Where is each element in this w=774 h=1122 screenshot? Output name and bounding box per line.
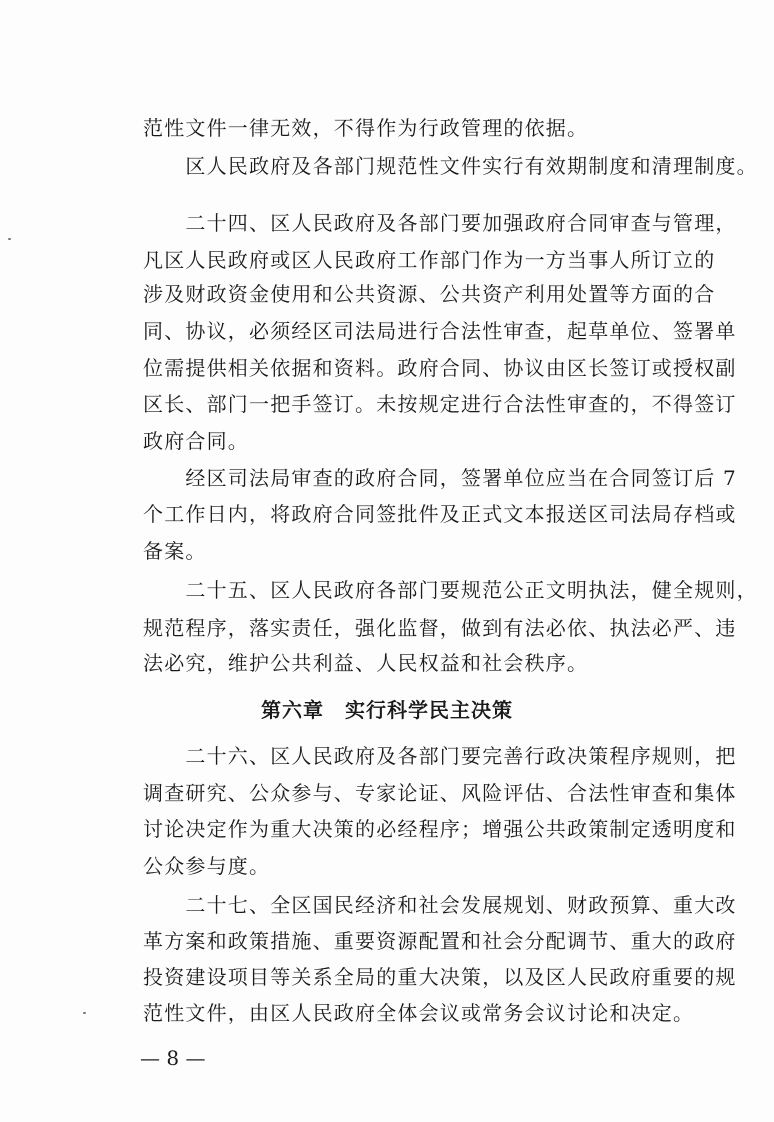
text-line: 二十五、区人民政府各部门要规范公正文明执法，健全规则， bbox=[143, 578, 758, 602]
text-line: 范性文件，由区人民政府全体会议或常务会议讨论和决定。 bbox=[143, 1001, 695, 1025]
text-line: 位需提供相关依据和资料。政府合同、协议由区长签订或授权副 bbox=[143, 356, 737, 380]
text-line: 区人民政府及各部门规范性文件实行有效期制度和清理制度。 bbox=[143, 154, 758, 178]
scan-speck bbox=[8, 238, 11, 240]
text-line: 公众参与度。 bbox=[143, 854, 271, 878]
text-line: 经区司法局审查的政府合同，签署单位应当在合同签订后 7 bbox=[143, 466, 737, 490]
text-line: 范性文件一律无效，不得作为行政管理的依据。 bbox=[143, 116, 589, 140]
text-line: 备案。 bbox=[143, 539, 207, 563]
text-line: 讨论决定作为重大决策的必经程序；增强公共政策制定透明度和 bbox=[143, 817, 737, 841]
text-line: 政府合同。 bbox=[143, 429, 249, 453]
text-line: 法必究，维护公共利益、人民权益和社会秩序。 bbox=[143, 651, 589, 675]
text-line: 二十七、全区国民经济和社会发展规划、财政预算、重大改 bbox=[143, 893, 737, 917]
text-line: 二十六、区人民政府及各部门要完善行政决策程序规则，把 bbox=[143, 744, 737, 768]
text-line: 涉及财政资金使用和公共资源、公共资产利用处置等方面的合 bbox=[143, 282, 716, 306]
text-line: 区长、部门一把手签订。未按规定进行合法性审查的，不得签订 bbox=[143, 392, 737, 416]
chapter-title: 第六章 实行科学民主决策 bbox=[261, 698, 513, 722]
text-line: 个工作日内，将政府合同签批件及正式文本报送区司法局存档或 bbox=[143, 502, 737, 526]
page-number: — 8 — bbox=[140, 1046, 206, 1070]
scan-speck bbox=[83, 1012, 86, 1014]
text-line: 投资建设项目等关系全局的重大决策，以及区人民政府重要的规 bbox=[143, 965, 737, 989]
text-line: 规范程序，落实责任，强化监督，做到有法必依、执法必严、违 bbox=[143, 616, 737, 640]
text-line: 凡区人民政府或区人民政府工作部门作为一方当事人所订立的 bbox=[143, 248, 716, 272]
text-line: 同、协议，必须经区司法局进行合法性审查，起草单位、签署单 bbox=[143, 319, 737, 343]
text-line: 调查研究、公众参与、专家论证、风险评估、合法性审查和集体 bbox=[143, 781, 737, 805]
text-line: 革方案和政策措施、重要资源配置和社会分配调节、重大的政府 bbox=[143, 929, 737, 953]
text-line: 二十四、区人民政府及各部门要加强政府合同审查与管理， bbox=[143, 211, 737, 235]
